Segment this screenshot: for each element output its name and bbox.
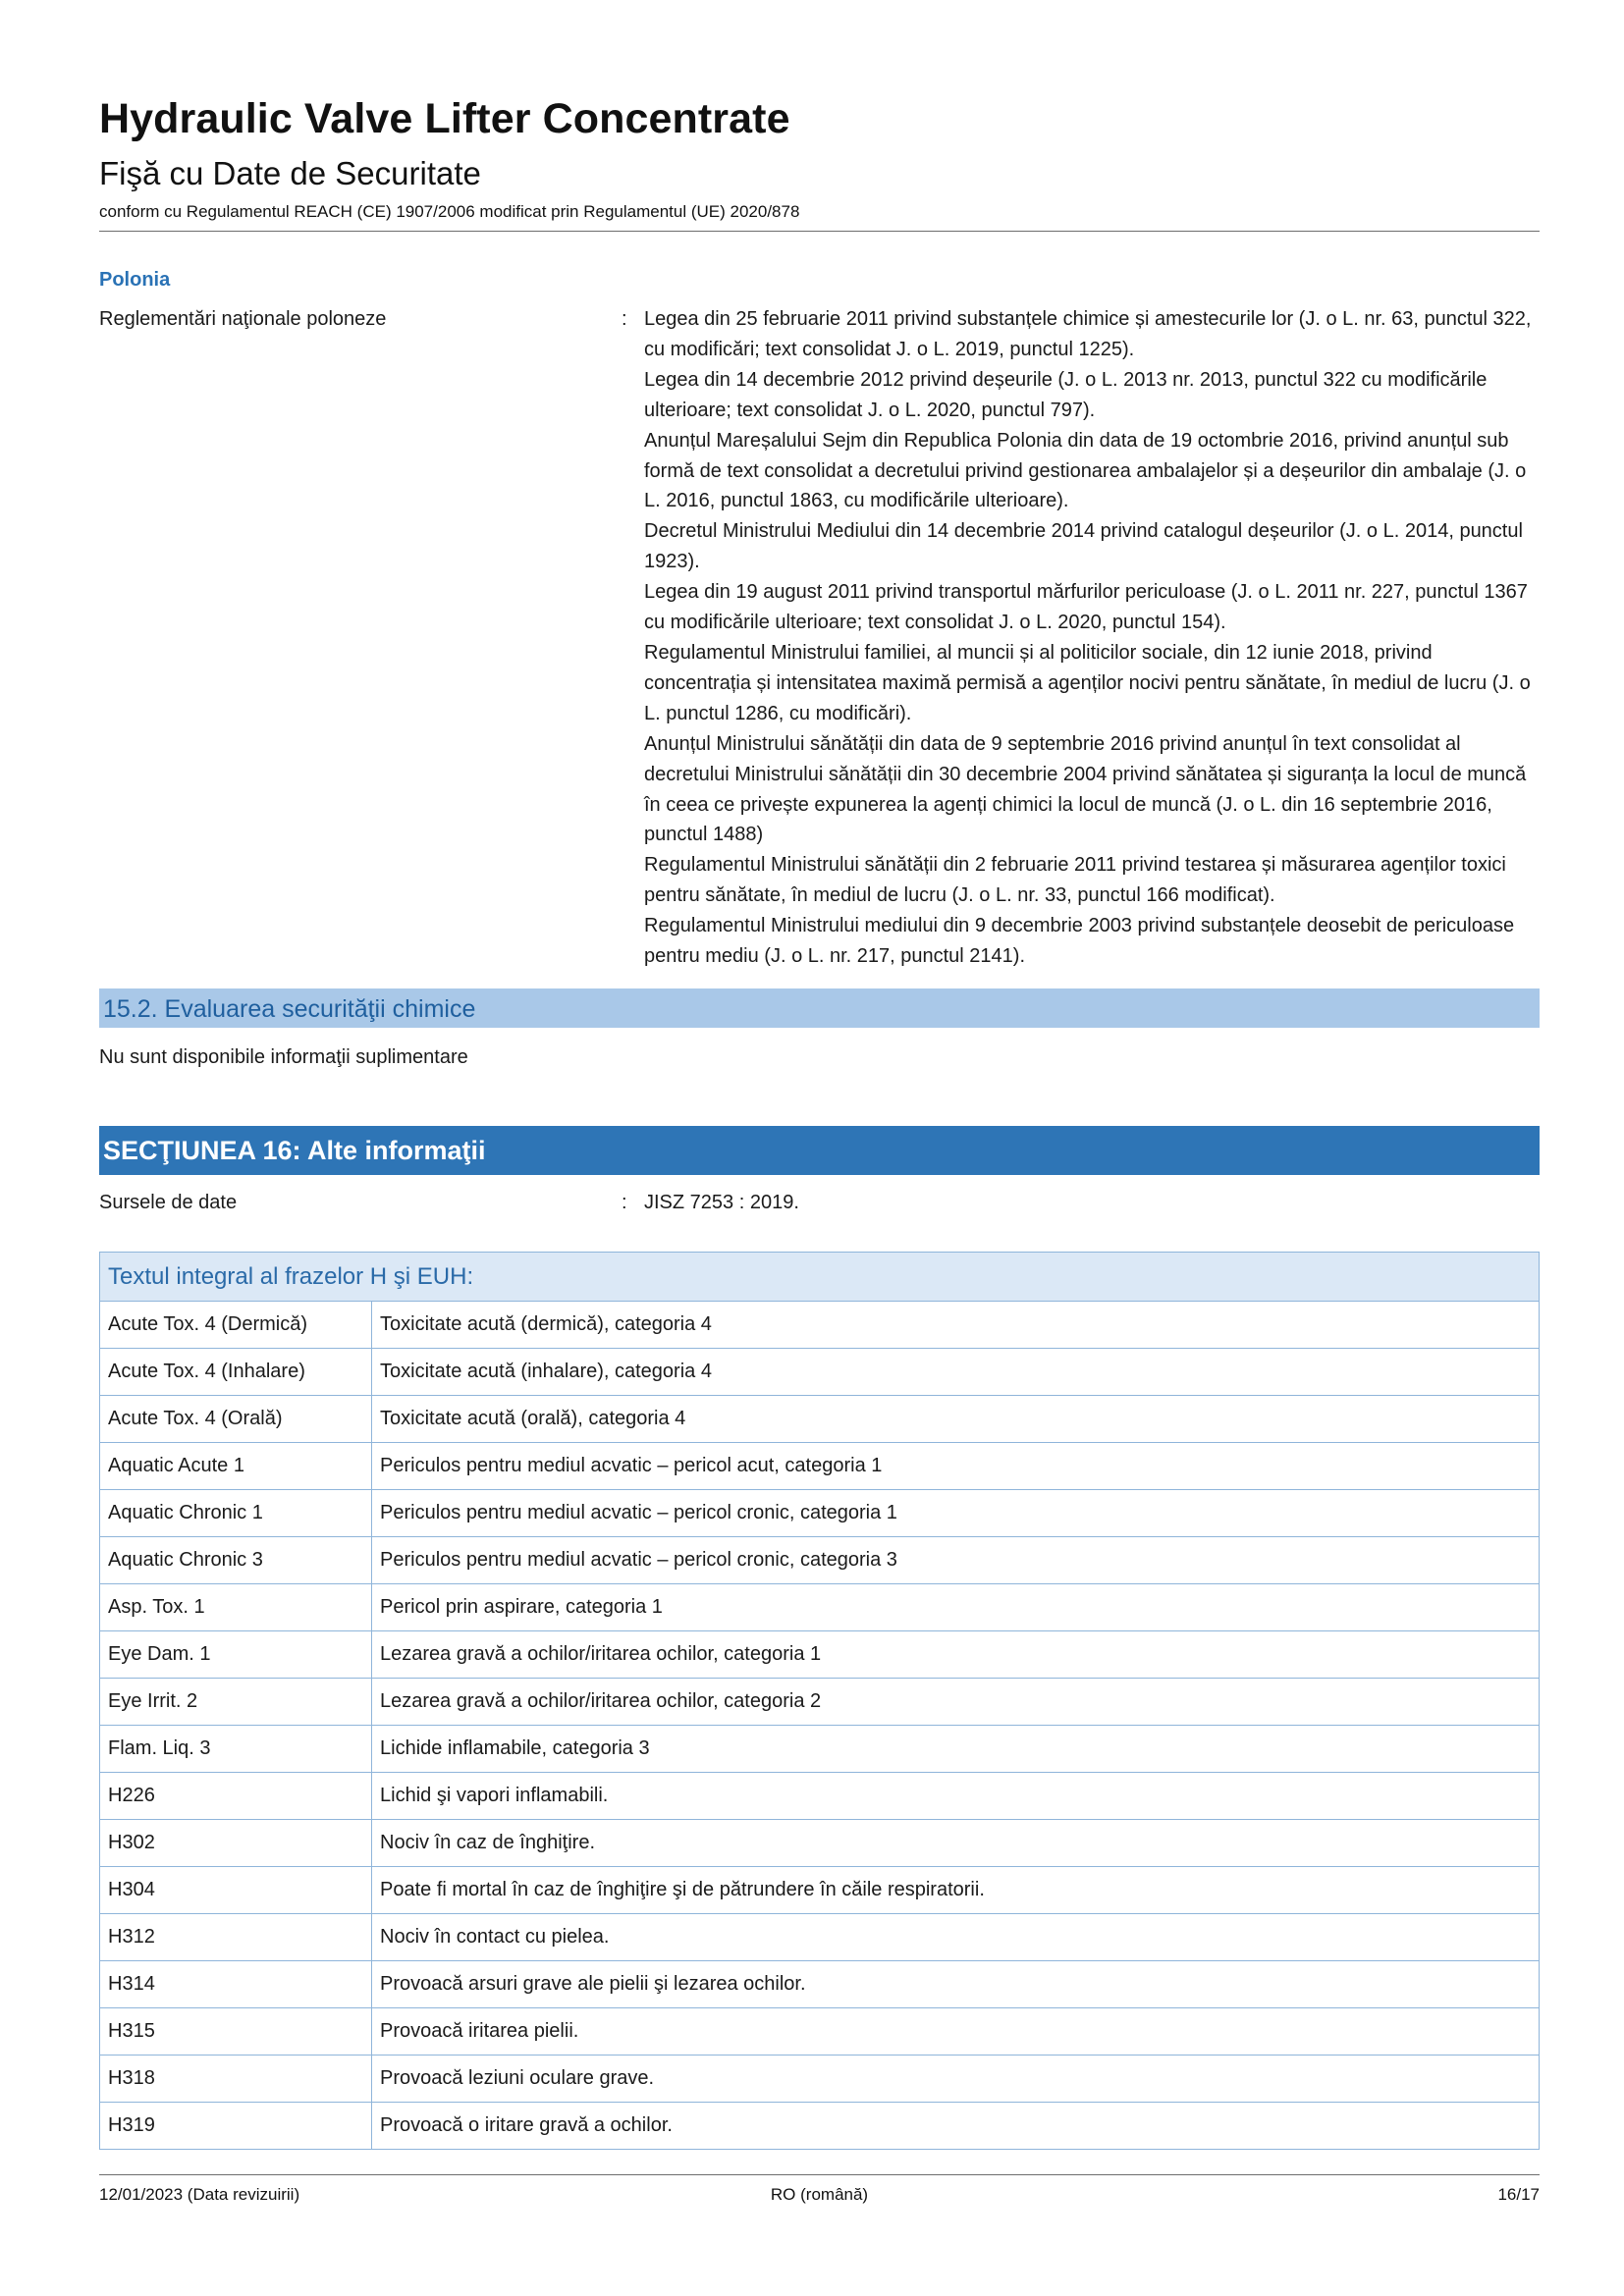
regulation-paragraph: Regulamentul Ministrului mediului din 9 decembrie 2003 privind substanțele deosebit de periculoase pentru mediu (J. o L. nr. 217, punctul 2141). — [644, 915, 1515, 968]
regulation-paragraph: Anunțul Ministrului sănătății din data de 9 septembrie 2016 privind anunțul în text consolidat al decretului Ministrului sănătății din 30 decembrie 2004 privind sănătatea și siguranța la locul de muncă în ceea ce privește expunerea la agenți chimici la locul de muncă (J. o L. din 16 septembrie 2016, punctul 1488) — [644, 732, 1527, 846]
hazard-code: Flam. Liq. 3 — [100, 1726, 372, 1773]
hazard-code: H319 — [100, 2103, 372, 2150]
hazard-code: Acute Tox. 4 (Inhalare) — [100, 1349, 372, 1396]
hazard-text: Lezarea gravă a ochilor/iritarea ochilor, categoria 1 — [372, 1631, 1540, 1679]
regulation-paragraph: Decretul Ministrului Mediului din 14 decembrie 2014 privind catalogul deșeurilor (J. o L. 2014, punctul 1923). — [644, 520, 1523, 573]
data-sources-label: Sursele de date — [99, 1192, 238, 1213]
table-header-row — [100, 1253, 1540, 1302]
hazard-code: Acute Tox. 4 (Dermică) — [100, 1302, 372, 1349]
regulation-paragraph: Regulamentul Ministrului familiei, al muncii și al politicilor sociale, din 12 iunie 2018, privind concentrația și intensitatea maximă permisă a agenților nocivi pentru sănătate, în mediul de lucru (J. o L. punctul 1286, cu modificări). — [644, 641, 1531, 724]
hazard-text: Provoacă iritarea pielii. — [372, 2008, 1540, 2056]
regulation-line: conform cu Regulamentul REACH (CE) 1907/2006 modificat prin Regulamentul (UE) 2020/878 — [99, 202, 800, 221]
hazard-text: Periculos pentru mediul acvatic – pericol acut, categoria 1 — [372, 1443, 1540, 1490]
hazard-code: Eye Dam. 1 — [100, 1631, 372, 1679]
table-row — [100, 2056, 1540, 2103]
hazard-code: H226 — [100, 1773, 372, 1820]
hazard-text: Pericol prin aspirare, categoria 1 — [372, 1584, 1540, 1631]
table-row — [100, 2103, 1540, 2150]
table-row — [100, 1820, 1540, 1867]
hazard-text: Toxicitate acută (orală), categoria 4 — [372, 1396, 1540, 1443]
hazard-text: Toxicitate acută (dermică), categoria 4 — [372, 1302, 1540, 1349]
polish-regulations-list — [644, 304, 1540, 972]
hazard-text: Nociv în contact cu pielea. — [372, 1914, 1540, 1961]
table-row — [100, 1679, 1540, 1726]
hazard-code: Aquatic Chronic 3 — [100, 1537, 372, 1584]
section-16-bar — [99, 1126, 1540, 1175]
table-row — [100, 1302, 1540, 1349]
polonia-heading: Polonia — [99, 269, 171, 291]
hazard-code: H304 — [100, 1867, 372, 1914]
hazard-text: Lichid şi vapori inflamabili. — [372, 1773, 1540, 1820]
table-row — [100, 2008, 1540, 2056]
hazard-text: Periculos pentru mediul acvatic – pericol cronic, categoria 3 — [372, 1537, 1540, 1584]
regulation-paragraph: Legea din 25 februarie 2011 privind substanțele chimice și amestecurile lor (J. o L. nr. 63, punctul 322, cu modificări; text consolidat J. o L. 2019, punctul 1225). — [644, 308, 1532, 360]
footer-divider — [99, 2174, 1540, 2175]
table-row — [100, 1349, 1540, 1396]
table-row — [100, 1914, 1540, 1961]
hazard-code: Aquatic Chronic 1 — [100, 1490, 372, 1537]
regulation-paragraph: Anunțul Mareșalului Sejm din Republica Polonia din data de 19 octombrie 2016, privind anunțul sub formă de text consolidat a decretului privind gestionarea ambalajelor și a deșeurilor din ambalaje (J. o L. 2016, punctul 1863, cu modificările ulterioare). — [644, 429, 1527, 512]
subsection-15-2-bar — [99, 988, 1540, 1028]
page-number: 16/17 — [1497, 2185, 1540, 2204]
header-divider — [99, 231, 1540, 232]
hazard-code: H315 — [100, 2008, 372, 2056]
hazard-code: Aquatic Acute 1 — [100, 1443, 372, 1490]
hazard-text: Nociv în caz de înghiţire. — [372, 1820, 1540, 1867]
hazard-code: Eye Irrit. 2 — [100, 1679, 372, 1726]
hazard-code: Acute Tox. 4 (Orală) — [100, 1396, 372, 1443]
document-language: RO (română) — [770, 2185, 869, 2204]
table-row — [100, 1726, 1540, 1773]
h-phrases-table — [99, 1252, 1540, 2150]
regulation-paragraph: Regulamentul Ministrului sănătății din 2 februarie 2011 privind testarea și măsurarea agenților toxici pentru sănătate, în mediul de lucru (J. o L. nr. 33, punctul 166 modificat). — [644, 854, 1506, 907]
hazard-text: Provoacă arsuri grave ale pielii şi lezarea ochilor. — [372, 1961, 1540, 2008]
table-row — [100, 1584, 1540, 1631]
hazard-code: H314 — [100, 1961, 372, 2008]
hazard-code: H318 — [100, 2056, 372, 2103]
table-row — [100, 1867, 1540, 1914]
hazard-text: Poate fi mortal în caz de înghiţire şi de pătrundere în căile respiratorii. — [372, 1867, 1540, 1914]
table-row — [100, 1396, 1540, 1443]
revision-date: 12/01/2023 (Data revizuirii) — [99, 2185, 300, 2204]
table-row — [100, 1443, 1540, 1490]
no-info-text: Nu sunt disponibile informaţii suplimentare — [99, 1046, 468, 1068]
hazard-text: Provoacă o iritare gravă a ochilor. — [372, 2103, 1540, 2150]
hazard-text: Provoacă leziuni oculare grave. — [372, 2056, 1540, 2103]
table-row — [100, 1490, 1540, 1537]
table-row — [100, 1961, 1540, 2008]
hazard-code: H312 — [100, 1914, 372, 1961]
polish-regulations-label: Reglementări naţionale poloneze — [99, 308, 387, 330]
hazard-text: Lichide inflamabile, categoria 3 — [372, 1726, 1540, 1773]
hazard-code: H302 — [100, 1820, 372, 1867]
hazard-text: Lezarea gravă a ochilor/iritarea ochilor, categoria 2 — [372, 1679, 1540, 1726]
section-16-heading: SECŢIUNEA 16: Alte informaţii — [103, 1136, 486, 1165]
table-row — [100, 1537, 1540, 1584]
subsection-15-2-heading: 15.2. Evaluarea securităţii chimice — [103, 995, 476, 1023]
separator-colon: : — [622, 1192, 627, 1213]
regulation-paragraph: Legea din 19 august 2011 privind transportul mărfurilor periculoase (J. o L. 2011 nr. 227, punctul 1367 cu modificările ulterioare; text consolidat J. o L. 2020, punctul 154). — [644, 581, 1528, 634]
hazard-text: Periculos pentru mediul acvatic – pericol cronic, categoria 1 — [372, 1490, 1540, 1537]
h-phrases-table-heading: Textul integral al frazelor H şi EUH: — [100, 1253, 1540, 1302]
document-subtitle: Fişă cu Date de Securitate — [99, 155, 481, 191]
hazard-code: Asp. Tox. 1 — [100, 1584, 372, 1631]
data-sources-value: JISZ 7253 : 2019. — [644, 1192, 799, 1213]
table-row — [100, 1773, 1540, 1820]
document-title: Hydraulic Valve Lifter Concentrate — [99, 95, 790, 142]
separator-colon: : — [622, 308, 627, 330]
hazard-text: Toxicitate acută (inhalare), categoria 4 — [372, 1349, 1540, 1396]
regulation-paragraph: Legea din 14 decembrie 2012 privind deșeurile (J. o L. 2013 nr. 2013, punctul 322 cu modificările ulterioare; text consolidat J. o L. 2020, punctul 797). — [644, 368, 1488, 421]
table-row — [100, 1631, 1540, 1679]
